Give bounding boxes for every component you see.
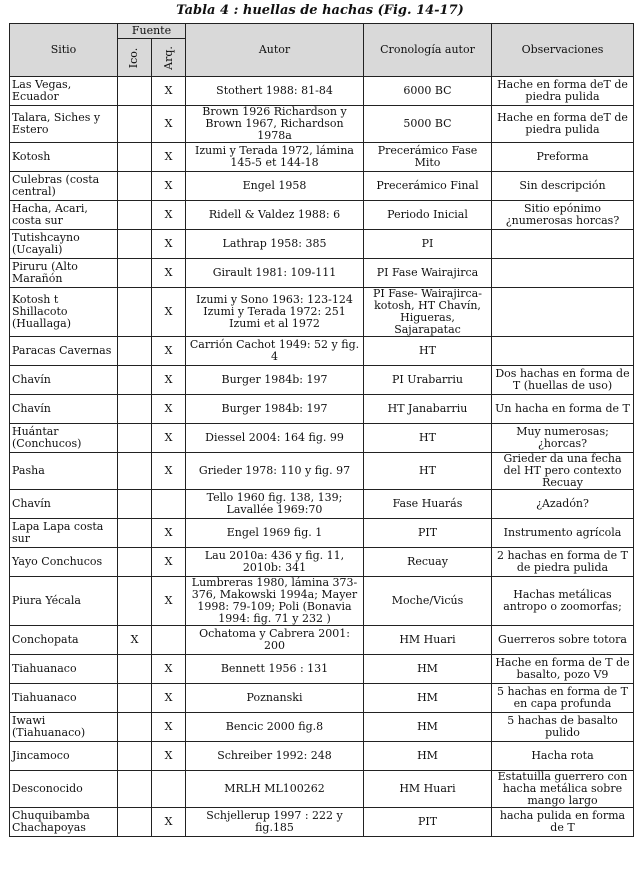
cell-autor: Girault 1981: 109-111 bbox=[186, 259, 364, 288]
header-observaciones: Observaciones bbox=[492, 24, 634, 77]
cell-sitio: Las Vegas, Ecuador bbox=[10, 77, 118, 106]
cell-autor: Ridell & Valdez 1988: 6 bbox=[186, 201, 364, 230]
cell-ico bbox=[118, 288, 152, 337]
header-fuente: Fuente bbox=[118, 24, 186, 39]
cell-cronologia: Recuay bbox=[364, 548, 492, 577]
cell-cronologia: HT Janabarriu bbox=[364, 395, 492, 424]
cell-autor: Tello 1960 fig. 138, 139; Lavallée 1969:70 bbox=[186, 490, 364, 519]
header-autor: Autor bbox=[186, 24, 364, 77]
cell-observaciones bbox=[492, 259, 634, 288]
cell-autor: Engel 1958 bbox=[186, 172, 364, 201]
cell-autor: Poznanski bbox=[186, 684, 364, 713]
cell-cronologia: Precerámico Fase Mito bbox=[364, 143, 492, 172]
table-row bbox=[10, 713, 634, 742]
cell-autor: Diessel 2004: 164 fig. 99 bbox=[186, 424, 364, 453]
cell-sitio: Kotosh bbox=[10, 143, 118, 172]
cell-cronologia: PI Urabarriu bbox=[364, 366, 492, 395]
cell-autor: Ochatoma y Cabrera 2001: 200 bbox=[186, 626, 364, 655]
cell-autor: Carrión Cachot 1949: 52 y fig. 4 bbox=[186, 337, 364, 366]
cell-arq: X bbox=[152, 77, 186, 106]
cell-observaciones bbox=[492, 337, 634, 366]
cell-sitio: Hacha, Acari, costa sur bbox=[10, 201, 118, 230]
table-caption: Tabla 4 : huellas de hachas (Fig. 14-17) bbox=[176, 3, 464, 18]
cell-cronologia: HT bbox=[364, 424, 492, 453]
cell-observaciones: Guerreros sobre totora bbox=[492, 626, 634, 655]
cell-arq: X bbox=[152, 453, 186, 490]
header-cronologia: Cronología autor bbox=[364, 24, 492, 77]
table-row bbox=[10, 288, 634, 337]
cell-sitio: Lapa Lapa costa sur bbox=[10, 519, 118, 548]
cell-ico bbox=[118, 143, 152, 172]
cell-sitio: Huántar (Conchucos) bbox=[10, 424, 118, 453]
cell-observaciones: Preforma bbox=[492, 143, 634, 172]
cell-ico bbox=[118, 577, 152, 626]
table-row bbox=[10, 771, 634, 808]
cell-observaciones: Muy numerosas; ¿horcas? bbox=[492, 424, 634, 453]
cell-cronologia: Moche/Vicús bbox=[364, 577, 492, 626]
cell-autor: MRLH ML100262 bbox=[186, 771, 364, 808]
cell-ico bbox=[118, 424, 152, 453]
cell-ico bbox=[118, 453, 152, 490]
cell-arq: X bbox=[152, 230, 186, 259]
cell-sitio: Piruru (Alto Marañón bbox=[10, 259, 118, 288]
cell-arq: X bbox=[152, 548, 186, 577]
cell-sitio: Tutishcayno (Ucayali) bbox=[10, 230, 118, 259]
cell-ico bbox=[118, 201, 152, 230]
table-row bbox=[10, 577, 634, 626]
table-row bbox=[10, 77, 634, 106]
cell-arq: X bbox=[152, 655, 186, 684]
table-row bbox=[10, 453, 634, 490]
cell-arq: X bbox=[152, 288, 186, 337]
cell-arq: X bbox=[152, 337, 186, 366]
hachas-table bbox=[9, 23, 634, 837]
cell-arq: X bbox=[152, 577, 186, 626]
cell-arq: X bbox=[152, 684, 186, 713]
cell-observaciones: Un hacha en forma de T bbox=[492, 395, 634, 424]
cell-observaciones: Instrumento agrícola bbox=[492, 519, 634, 548]
cell-sitio: Paracas Cavernas bbox=[10, 337, 118, 366]
table-row bbox=[10, 655, 634, 684]
table-row bbox=[10, 201, 634, 230]
cell-sitio: Talara, Siches y Estero bbox=[10, 106, 118, 143]
cell-arq: X bbox=[152, 259, 186, 288]
header-ico bbox=[118, 39, 152, 77]
cell-ico bbox=[118, 713, 152, 742]
cell-autor: Brown 1926 Richardson y Brown 1967, Richardson 1978a bbox=[186, 106, 364, 143]
cell-arq: X bbox=[152, 713, 186, 742]
cell-cronologia: HT bbox=[364, 453, 492, 490]
cell-observaciones: Hache en forma deT de piedra pulida bbox=[492, 77, 634, 106]
header-arq bbox=[152, 39, 186, 77]
cell-autor: Stothert 1988: 81-84 bbox=[186, 77, 364, 106]
cell-ico bbox=[118, 366, 152, 395]
cell-arq: X bbox=[152, 201, 186, 230]
cell-arq: X bbox=[152, 808, 186, 837]
cell-sitio: Chavín bbox=[10, 490, 118, 519]
cell-ico bbox=[118, 655, 152, 684]
cell-ico bbox=[118, 106, 152, 143]
header-sitio: Sitio bbox=[10, 24, 118, 77]
cell-cronologia: HM Huari bbox=[364, 626, 492, 655]
cell-observaciones: Sitio epónimo ¿numerosas horcas? bbox=[492, 201, 634, 230]
table-row bbox=[10, 490, 634, 519]
table-body bbox=[10, 77, 634, 837]
cell-arq: X bbox=[152, 106, 186, 143]
cell-autor: Izumi y Sono 1963: 123-124 Izumi y Terada 1972: 251 Izumi et al 1972 bbox=[186, 288, 364, 337]
cell-cronologia: 5000 BC bbox=[364, 106, 492, 143]
cell-cronologia: HM bbox=[364, 742, 492, 771]
cell-arq: X bbox=[152, 742, 186, 771]
cell-ico bbox=[118, 519, 152, 548]
cell-cronologia: PIT bbox=[364, 808, 492, 837]
cell-cronologia: PI Fase- Wairajirca-kotosh, HT Chavín, Higueras, Sajarapatac bbox=[364, 288, 492, 337]
cell-observaciones bbox=[492, 230, 634, 259]
cell-observaciones: 5 hachas de basalto pulido bbox=[492, 713, 634, 742]
cell-autor: Bencic 2000 fig.8 bbox=[186, 713, 364, 742]
cell-ico bbox=[118, 548, 152, 577]
cell-observaciones: Sin descripción bbox=[492, 172, 634, 201]
cell-observaciones: Hacha rota bbox=[492, 742, 634, 771]
cell-ico bbox=[118, 259, 152, 288]
cell-sitio: Pasha bbox=[10, 453, 118, 490]
cell-arq: X bbox=[152, 519, 186, 548]
cell-autor: Burger 1984b: 197 bbox=[186, 366, 364, 395]
cell-observaciones: Hachas metálicas antropo o zoomorfas; bbox=[492, 577, 634, 626]
cell-cronologia: HT bbox=[364, 337, 492, 366]
cell-cronologia: 6000 BC bbox=[364, 77, 492, 106]
cell-ico bbox=[118, 395, 152, 424]
cell-observaciones: hacha pulida en forma de T bbox=[492, 808, 634, 837]
cell-sitio: Iwawi (Tiahuanaco) bbox=[10, 713, 118, 742]
cell-sitio: Yayo Conchucos bbox=[10, 548, 118, 577]
cell-autor: Lau 2010a: 436 y fig. 11, 2010b: 341 bbox=[186, 548, 364, 577]
table-row bbox=[10, 424, 634, 453]
cell-observaciones: 5 hachas en forma de T en capa profunda bbox=[492, 684, 634, 713]
cell-ico bbox=[118, 808, 152, 837]
header-arq-label: Arq. bbox=[161, 45, 175, 70]
cell-sitio: Desconocido bbox=[10, 771, 118, 808]
table-row bbox=[10, 143, 634, 172]
table-row bbox=[10, 548, 634, 577]
cell-arq bbox=[152, 626, 186, 655]
table-row bbox=[10, 684, 634, 713]
cell-sitio: Chavín bbox=[10, 366, 118, 395]
cell-observaciones: Dos hachas en forma de T (huellas de uso) bbox=[492, 366, 634, 395]
cell-sitio: Kotosh t Shillacoto (Huallaga) bbox=[10, 288, 118, 337]
cell-observaciones: Estatuilla guerrero con hacha metálica sobre mango largo bbox=[492, 771, 634, 808]
cell-autor: Grieder 1978: 110 y fig. 97 bbox=[186, 453, 364, 490]
cell-cronologia: HM Huari bbox=[364, 771, 492, 808]
cell-observaciones: 2 hachas en forma de T de piedra pulida bbox=[492, 548, 634, 577]
cell-observaciones: Grieder da una fecha del HT pero contexto Recuay bbox=[492, 453, 634, 490]
cell-autor: Engel 1969 fig. 1 bbox=[186, 519, 364, 548]
cell-sitio: Piura Yécala bbox=[10, 577, 118, 626]
table-row bbox=[10, 808, 634, 837]
cell-sitio: Chuquibamba Chachapoyas bbox=[10, 808, 118, 837]
table-row bbox=[10, 230, 634, 259]
cell-observaciones: Hache en forma deT de piedra pulida bbox=[492, 106, 634, 143]
table-row bbox=[10, 395, 634, 424]
cell-autor: Lumbreras 1980, lámina 373-376, Makowski 1994a; Mayer 1998: 79-109; Poli (Bonavia 1994: fig. 71 y 232 ) bbox=[186, 577, 364, 626]
table-row bbox=[10, 742, 634, 771]
cell-cronologia: PI Fase Wairajirca bbox=[364, 259, 492, 288]
table-row bbox=[10, 106, 634, 143]
cell-sitio: Tiahuanaco bbox=[10, 655, 118, 684]
cell-ico bbox=[118, 230, 152, 259]
cell-autor: Bennett 1956 : 131 bbox=[186, 655, 364, 684]
table-row bbox=[10, 337, 634, 366]
cell-cronologia: Periodo Inicial bbox=[364, 201, 492, 230]
cell-ico bbox=[118, 77, 152, 106]
cell-cronologia: HM bbox=[364, 655, 492, 684]
cell-arq bbox=[152, 490, 186, 519]
cell-sitio: Tiahuanaco bbox=[10, 684, 118, 713]
cell-cronologia: HM bbox=[364, 713, 492, 742]
cell-ico bbox=[118, 684, 152, 713]
cell-autor: Schjellerup 1997 : 222 y fig.185 bbox=[186, 808, 364, 837]
cell-autor: Schreiber 1992: 248 bbox=[186, 742, 364, 771]
cell-autor: Izumi y Terada 1972, lámina 145-5 et 144-18 bbox=[186, 143, 364, 172]
cell-autor: Burger 1984b: 197 bbox=[186, 395, 364, 424]
cell-arq: X bbox=[152, 395, 186, 424]
cell-sitio: Conchopata bbox=[10, 626, 118, 655]
table-row bbox=[10, 259, 634, 288]
cell-cronologia: Fase Huarás bbox=[364, 490, 492, 519]
cell-arq: X bbox=[152, 172, 186, 201]
cell-sitio: Chavín bbox=[10, 395, 118, 424]
table-row bbox=[10, 172, 634, 201]
header-ico-label: Ico. bbox=[127, 47, 141, 68]
cell-ico bbox=[118, 490, 152, 519]
table-row bbox=[10, 626, 634, 655]
cell-sitio: Culebras (costa central) bbox=[10, 172, 118, 201]
table-row bbox=[10, 519, 634, 548]
cell-ico bbox=[118, 337, 152, 366]
cell-ico bbox=[118, 172, 152, 201]
cell-arq: X bbox=[152, 366, 186, 395]
cell-arq: X bbox=[152, 143, 186, 172]
cell-arq bbox=[152, 771, 186, 808]
cell-ico: X bbox=[118, 626, 152, 655]
cell-cronologia: PI bbox=[364, 230, 492, 259]
cell-cronologia: PIT bbox=[364, 519, 492, 548]
cell-ico bbox=[118, 771, 152, 808]
cell-observaciones bbox=[492, 288, 634, 337]
cell-cronologia: HM bbox=[364, 684, 492, 713]
cell-observaciones: ¿Azadón? bbox=[492, 490, 634, 519]
cell-sitio: Jincamoco bbox=[10, 742, 118, 771]
table-row bbox=[10, 366, 634, 395]
cell-observaciones: Hache en forma de T de basalto, pozo V9 bbox=[492, 655, 634, 684]
cell-ico bbox=[118, 742, 152, 771]
cell-arq: X bbox=[152, 424, 186, 453]
cell-autor: Lathrap 1958: 385 bbox=[186, 230, 364, 259]
cell-cronologia: Precerámico Final bbox=[364, 172, 492, 201]
